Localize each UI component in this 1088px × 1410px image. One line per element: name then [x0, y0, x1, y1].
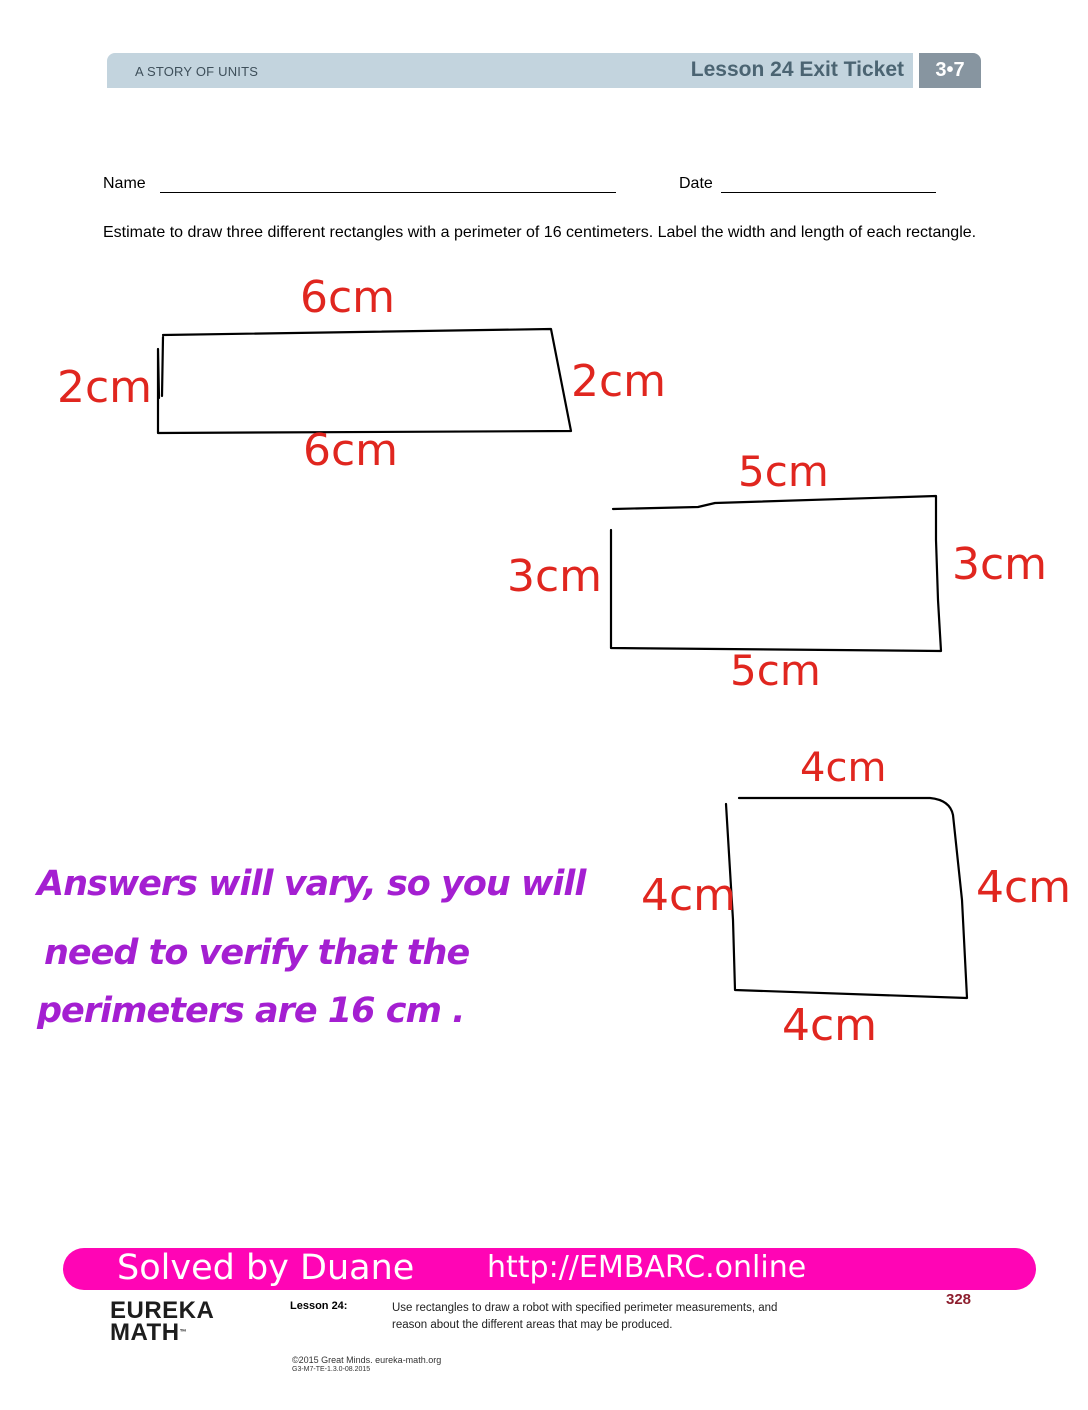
rect2-right-label: 3cm: [952, 539, 1048, 590]
page-number: 328: [946, 1291, 972, 1308]
rect2-bottom-label: 5cm: [730, 646, 821, 695]
copyright-text: ©2015 Great Minds. eureka-math.org: [292, 1355, 442, 1365]
question-prompt: Estimate to draw three different rectangles with a perimeter of 16 centimeters. Label the width and length of each rectangle.: [103, 224, 977, 241]
name-label: Name: [103, 175, 146, 192]
answer-note-line-3: perimeters are 16 cm .: [37, 991, 465, 1031]
rect3-right-label: 4cm: [976, 862, 1072, 913]
footer-copyright: [292, 1356, 441, 1374]
document-code: G3-M7-TE-1.3.0-08.2015: [292, 1366, 371, 1373]
rectangle-1: [158, 329, 571, 433]
footer-lesson-label: Lesson 24:: [290, 1300, 348, 1312]
solved-by-text: Solved by Duane: [117, 1248, 415, 1288]
lesson-title: Lesson 24 Exit Ticket: [690, 58, 904, 81]
rect3-bottom-label: 4cm: [782, 1000, 878, 1051]
rect2-left-label: 3cm: [507, 551, 603, 602]
rectangle-2: [611, 496, 941, 651]
rect3-left-label: 4cm: [641, 870, 737, 921]
answer-note-line-1: Answers will vary, so you will: [37, 864, 586, 904]
rect2-top-label: 5cm: [738, 447, 829, 496]
rect1-bottom-label: 6cm: [303, 425, 399, 476]
logo-line-1: EUREKA: [110, 1297, 215, 1324]
rect1-top-label: 6cm: [300, 272, 396, 323]
rect1-right-label: 2cm: [571, 356, 667, 407]
logo-line-2: MATH: [110, 1319, 180, 1346]
rectangle-3: [726, 798, 967, 998]
series-label: A STORY OF UNITS: [135, 64, 259, 79]
footer-lesson-description: Use rectangles to draw a robot with specified perimeter measurements, and reason about the different areas that may be produced.: [392, 1302, 778, 1331]
rect1-left-label: 2cm: [57, 362, 153, 413]
logo-trademark: ™: [179, 1329, 188, 1336]
eureka-math-logo: [110, 1297, 215, 1346]
embarc-link[interactable]: http://EMBARC.online: [487, 1250, 807, 1285]
grade-module-badge: 3•7: [919, 53, 981, 88]
date-label: Date: [679, 175, 713, 192]
rect3-top-label: 4cm: [800, 745, 887, 791]
answer-note-line-2: need to verify that the: [44, 933, 470, 973]
